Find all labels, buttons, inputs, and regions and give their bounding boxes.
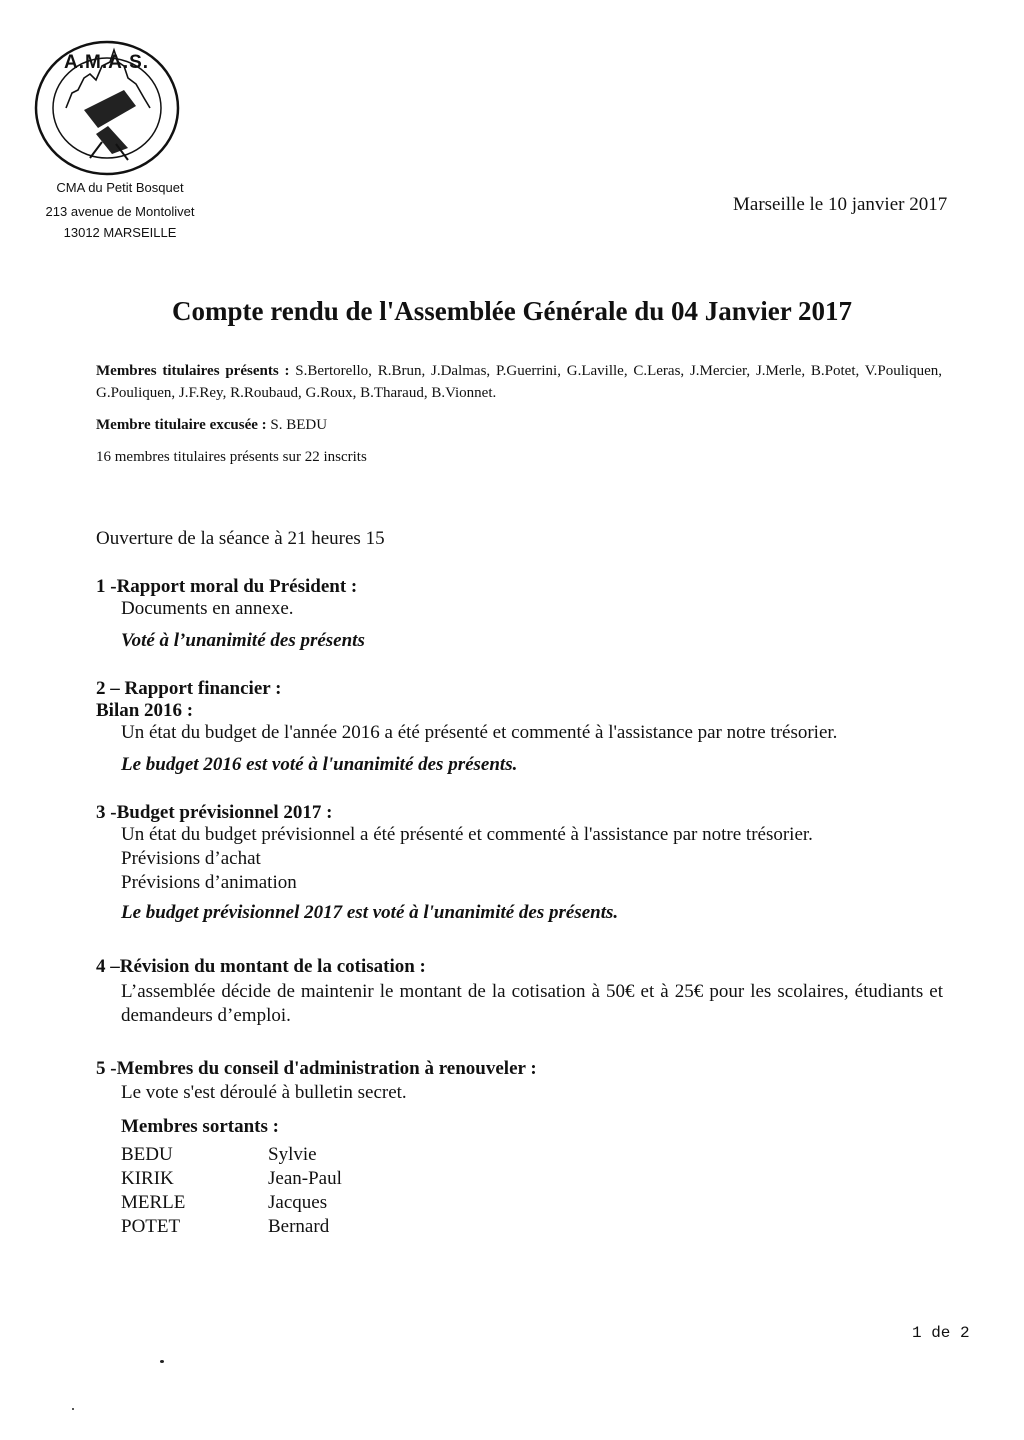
session-opening: Ouverture de la séance à 21 heures 15 [96,528,385,549]
present-members [96,360,942,404]
scan-speck [72,1408,74,1410]
present-members-label: Membres titulaires présents : [96,363,290,379]
address-line-1: CMA du Petit Bosquet [56,180,184,195]
member-last-name: BEDU [121,1144,173,1165]
section-2-vote: Le budget 2016 est voté à l'unanimité des présents. [121,754,518,775]
member-first-name: Jacques [268,1192,328,1213]
section-2-heading: 2 – Rapport financier : [96,678,282,699]
section-4-text: L’assemblée décide de maintenir le montant de la cotisation à 50€ et à 25€ pour les scolaires, étudiants et demandeurs d’emploi. [121,981,943,1026]
member-first-name: Bernard [268,1216,330,1237]
association-logo [32,38,182,178]
member-last-name: MERLE [121,1192,186,1213]
address-line-3: 13012 MARSEILLE [63,225,177,240]
member-last-name: KIRIK [121,1168,174,1189]
table-row [121,1144,342,1168]
page-title: Compte rendu de l'Assemblée Générale du 04 Janvier 2017 [172,296,852,326]
section-2-text: Un état du budget de l'année 2016 a été présenté et commenté à l'assistance par notre trésorier. [121,722,838,743]
section-3-item: Prévisions d’achat [121,848,261,869]
document-date: Marseille le 10 janvier 2017 [733,194,948,215]
present-members-names: S.Bertorello, R.Brun, J.Dalmas, P.Guerrini, G.Laville, C.Leras, J.Mercier, J.Merle, B.Potet, V.Pouliquen, G.Pouliquen, J.F.Rey, R.Roubaud, G.Roux, B.Tharaud, B.Vionnet. [96,363,943,401]
section-1-heading: 1 -Rapport moral du Président : [96,576,358,597]
section-3-vote: Le budget prévisionnel 2017 est voté à l'unanimité des présents. [121,902,619,923]
excused-members [96,414,327,436]
section-3-item: Prévisions d’animation [121,872,297,893]
table-row [121,1216,342,1240]
section-3-heading: 3 -Budget prévisionnel 2017 : [96,802,333,823]
excused-members-names: S. BEDU [270,417,328,433]
attendance-summary: 16 membres titulaires présents sur 22 inscrits [96,449,367,465]
table-row [121,1168,342,1192]
logo-text: A.M.A.S. [64,52,150,73]
member-first-name: Jean-Paul [268,1168,342,1189]
excused-members-label: Membre titulaire excusée : [96,417,267,433]
section-1-vote: Voté à l’unanimité des présents [121,630,365,651]
section-1-text: Documents en annexe. [121,598,294,619]
section-3-text: Un état du budget prévisionnel a été présenté et commenté à l'assistance par notre trésorier. [121,824,813,845]
section-5-heading: 5 -Membres du conseil d'administration à renouveler : [96,1058,537,1079]
section-4-heading: 4 –Révision du montant de la cotisation : [96,956,426,977]
scan-speck [160,1360,164,1363]
outgoing-members-label: Membres sortants : [121,1116,279,1137]
address-line-2: 213 avenue de Montolivet [45,204,195,219]
section-2-subheading: Bilan 2016 : [96,700,194,721]
member-last-name: POTET [121,1216,181,1237]
outgoing-members-table [121,1144,342,1240]
page-number: 1 de 2 [912,1324,970,1342]
table-row [121,1192,342,1216]
section-5-text: Le vote s'est déroulé à bulletin secret. [121,1082,407,1103]
member-first-name: Sylvie [268,1144,317,1165]
